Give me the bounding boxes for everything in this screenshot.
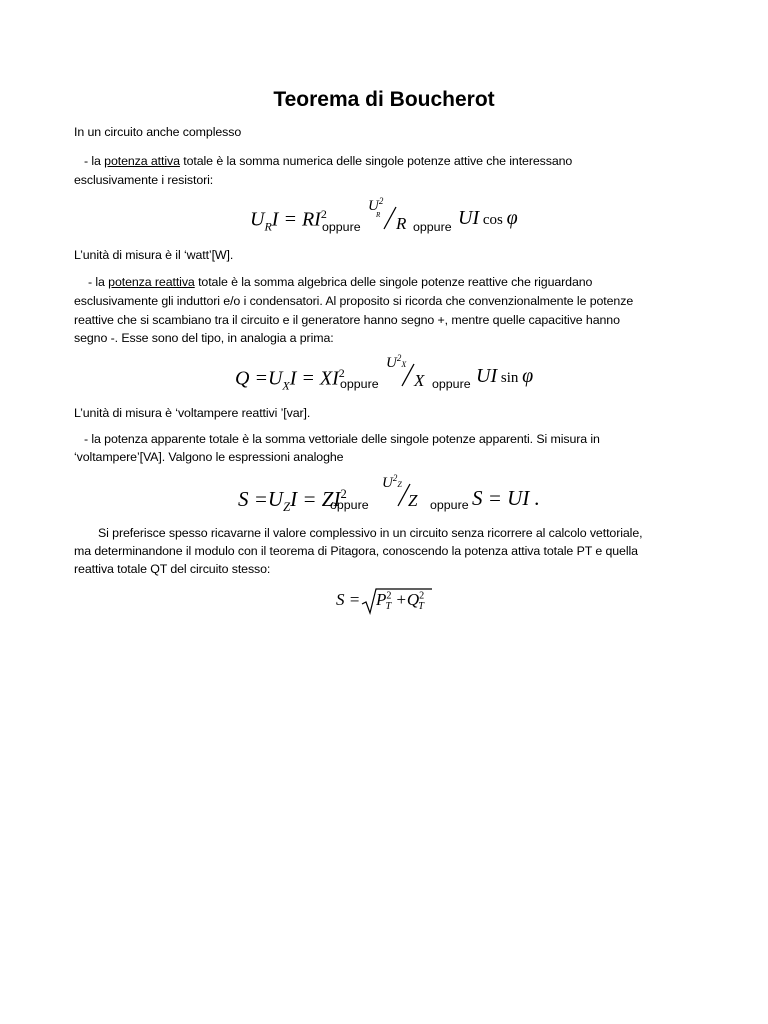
oppure-label: oppure xyxy=(413,220,452,234)
reactive-power-term: potenza reattiva xyxy=(108,275,195,289)
fraction-den: R xyxy=(396,214,407,233)
active-power-unit: L’unità di misura è il ‘watt’[W]. xyxy=(74,248,234,262)
reactive-power-unit: L’unità di misura è ‘voltampere reattivi ’[var]. xyxy=(74,406,311,420)
formula-uisin: UI sin φ xyxy=(476,365,534,387)
apparent-power-line-2: ‘voltampere’[VA]. Valgono le espressioni analoghe xyxy=(74,450,344,464)
closing-line-1: Si preferisce spesso ricavarne il valore complessivo in un circuito senza ricorrere al calcolo vettoriale, xyxy=(98,526,643,540)
reactive-power-line-3: reattive che si scambiano tra il circuito e il generatore hanno segno +, mentre quelle capacitive hanno xyxy=(74,313,620,327)
fraction-sub: R xyxy=(376,211,381,219)
reactive-power-line-1 xyxy=(88,273,592,292)
intro-text: In un circuito anche complesso xyxy=(74,125,242,139)
reactive-power-line-2: esclusivamente gli induttori e/o i condensatori. Al proposito si ricorda che convenzionalmente le potenze xyxy=(74,294,634,308)
fraction-ux2: $U^2X$ xyxy=(386,353,407,371)
active-power-line-2: esclusivamente i resistori: xyxy=(74,173,214,187)
formula-radicand: $P^2_T +Q^2_T$ xyxy=(376,590,425,613)
oppure-label: oppure xyxy=(432,377,471,391)
formula-suz: $S =U_ZI = ZI^2$ xyxy=(238,487,347,515)
oppure-label: oppure xyxy=(340,377,379,391)
formula-s-equals: S = xyxy=(336,590,361,609)
closing-line-2: ma determinandone il modulo con il teorema di Pitagora, conoscendo la potenza attiva totale PT e quella xyxy=(74,544,638,558)
reactive-power-line-4: segno -. Esse sono del tipo, in analogia a prima: xyxy=(74,331,334,345)
active-power-line-1 xyxy=(84,152,572,171)
formula-uri: $U_RI = RI^2$ xyxy=(250,207,327,234)
page-title: Teorema di Boucherot xyxy=(273,88,495,111)
fraction-den: X xyxy=(414,371,425,390)
closing-line-3: reattiva totale QT del circuito stesso: xyxy=(74,562,271,576)
oppure-label: oppure xyxy=(430,498,469,512)
bullet-prefix: - la xyxy=(88,275,109,289)
reactive-power-text: totale è la somma algebrica delle singole potenze reattive che riguardano xyxy=(194,275,593,289)
fraction-uz2: $U^2Z$ xyxy=(382,473,402,491)
formula-uicos: UI cos φ xyxy=(458,207,518,229)
oppure-label: oppure xyxy=(330,498,369,512)
formula-sui: S = UI . xyxy=(472,486,540,510)
active-power-term: potenza attiva xyxy=(104,154,180,168)
fraction-ur2: $U^2$ xyxy=(368,196,384,214)
apparent-power-line-1: - la potenza apparente totale è la somma vettoriale delle singole potenze apparenti. Si misura in xyxy=(84,432,600,446)
formula-qux: $Q =U_XI = XI^2$ xyxy=(235,366,345,393)
bullet-prefix: - la xyxy=(84,154,105,168)
oppure-label: oppure xyxy=(322,220,361,234)
fraction-den: Z xyxy=(408,491,418,510)
active-power-text: totale è la somma numerica delle singole potenze attive che interessano xyxy=(179,154,573,168)
